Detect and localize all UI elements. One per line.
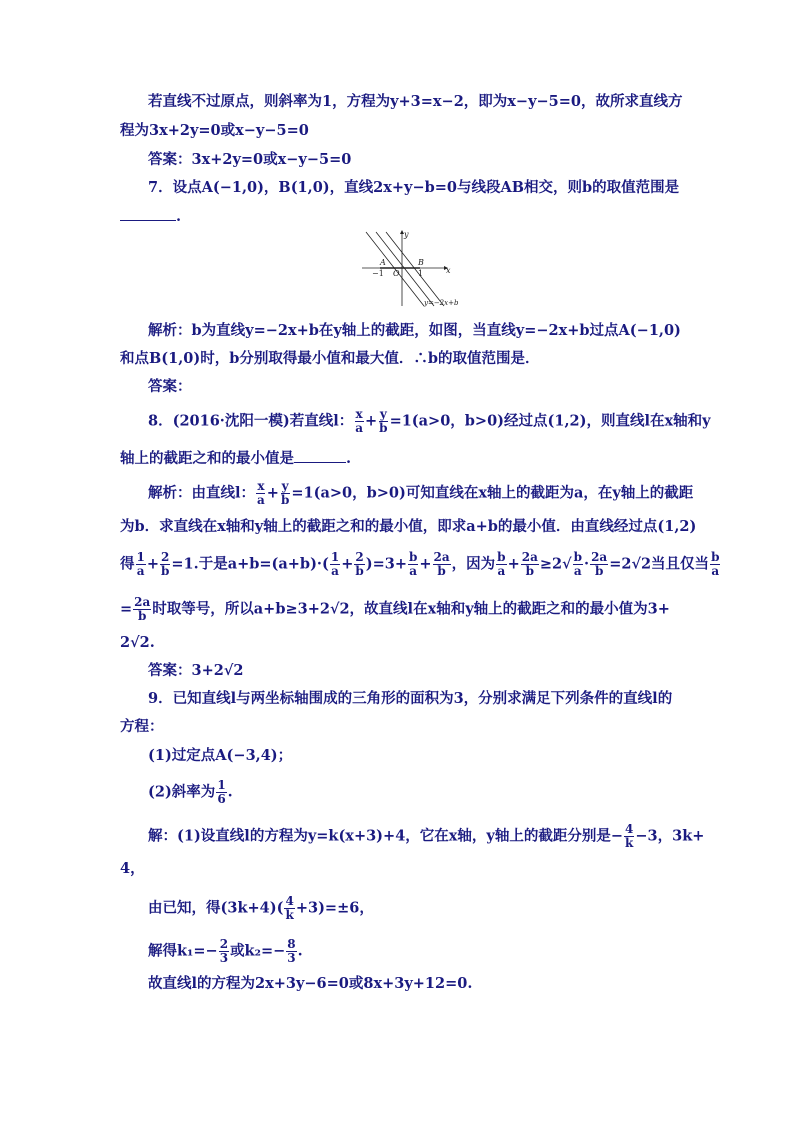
answer-line: 答案：3x+2y=0或x−y−5=0 [148, 151, 352, 168]
fraction: $\frac{2a}{b}$ [521, 550, 538, 578]
fraction: $\frac{b}{a}$ [711, 550, 720, 578]
analysis-line: 解析：b为直线y=−2x+b在y轴上的截距，如图，当直线y=−2x+b过点A(−1,0) [148, 322, 681, 339]
question-8: 8．(2016·沈阳一模)若直线l： $\frac{x}{a}$ + $\frac{y}{b}$ =1(a>0，b>0)经过点(1,2)，则直线l在x轴和y [148, 407, 711, 435]
text-line: 程为3x+2y=0或x−y−5=0 [120, 122, 309, 139]
line-intersection-figure [358, 228, 468, 310]
analysis-line: 为b．求直线在x轴和y轴上的截距之和的最小值，即求a+b的最小值．由直线经过点(1,2) [120, 518, 697, 535]
solution-line: 故直线l的方程为2x+3y−6=0或8x+3y+12=0. [148, 975, 473, 992]
question-8-cont: 轴上的截距之和的最小值是 . [120, 450, 352, 467]
question-7: 7．设点A(−1,0)，B(1,0)，直线2x+y−b=0与线段AB相交，则b的取值范围是 [148, 179, 680, 196]
text-line: 若直线不过原点，则斜率为1，方程为y+3=x−2，即为x−y−5=0，故所求直线方 [148, 93, 683, 110]
fraction: $\frac{1}{a}$ [330, 550, 340, 578]
solution-line: 解：(1)设直线l的方程为y=k(x+3)+4，它在x轴，y轴上的截距分别是− $\frac{4}{k}$ −3，3k+ [148, 822, 705, 850]
answer-blank[interactable] [120, 206, 176, 221]
solution-line: 由已知，得(3k+4)( $\frac{4}{k}$ +3)=±6， [148, 894, 374, 922]
fraction: $\frac{2}{b}$ [355, 550, 364, 578]
answer-blank[interactable] [294, 448, 346, 463]
fraction: $\frac{1}{a}$ [136, 550, 145, 578]
fraction: $\frac{y}{b}$ [280, 479, 290, 507]
label-x: x [446, 266, 451, 275]
fraction: $\frac{2a}{b}$ [591, 550, 608, 578]
fraction: $\frac{2a}{b}$ [433, 550, 450, 578]
answer-line: 答案：3+2√2 [148, 662, 244, 679]
fraction: $\frac{x}{a}$ [257, 479, 265, 507]
answer-line: 答案： [148, 378, 192, 395]
question-9-cont: 方程： [120, 718, 164, 735]
line-middle [376, 232, 434, 306]
solution-line: 4， [120, 860, 145, 877]
condition-2: (2)斜率为 $\frac{1}{6}$ . [148, 778, 233, 806]
solution-line: 解得k₁=− $\frac{2}{3}$ 或k₂=− $\frac{8}{3}$ . [148, 937, 303, 965]
analysis-line: 2√2. [120, 634, 155, 651]
condition-1: (1)过定点A(−3,4)； [148, 747, 293, 764]
label-O: O [393, 269, 400, 278]
analysis-line: 和点B(1,0)时，b分别取得最小值和最大值．∴b的取值范围是． [120, 350, 540, 367]
fraction: $\frac{b}{a}$ [409, 550, 418, 578]
fraction: $\frac{b}{a}$ [573, 550, 583, 578]
label-y: y [404, 230, 409, 239]
analysis-line: 解析：由直线l： $\frac{x}{a}$ + $\frac{y}{b}$ =1(a>0，b>0)可知直线在x轴上的截距为a，在y轴上的截距 [148, 479, 694, 507]
fraction: $\frac{2}{3}$ [219, 937, 229, 965]
label-line: y=−2x+b [424, 299, 459, 307]
question-9: 9．已知直线l与两坐标轴围成的三角形的面积为3，分别求满足下列条件的直线l的 [148, 690, 673, 707]
fraction: $\frac{8}{3}$ [287, 937, 296, 965]
fraction: $\frac{b}{a}$ [497, 550, 506, 578]
label-B: B [418, 258, 424, 267]
label-A: A [380, 258, 386, 267]
fraction: $\frac{2}{b}$ [161, 550, 170, 578]
fraction: $\frac{x}{a}$ [355, 407, 364, 435]
fraction: $\frac{4}{k}$ [285, 894, 294, 922]
label-1: 1 [418, 269, 424, 278]
analysis-line: 得 $\frac{1}{a}$ + $\frac{2}{b}$ =1.于是a+b=(a+b)·( $\frac{1}{a}$ + $\frac{2}{b}$ )=3+ $\frac{b}{a}$ + $\frac{2a}{b}$ ，因为 $\frac{b}{a}$ + $\frac{2a}{b}$ ≥2√ $\frac{b}{a}$ · $\frac{2a}{b}$ =2√2当且仅当 $\frac{b}{a}$ [120, 550, 720, 578]
fraction: $\frac{1}{6}$ [217, 778, 226, 806]
analysis-line: = $\frac{2a}{b}$ 时取等号，所以a+b≥3+2√2，故直线l在x轴和y轴上的截距之和的最小值为3+ [120, 595, 670, 623]
label-neg1: −1 [372, 269, 384, 278]
fraction: $\frac{2a}{b}$ [134, 595, 151, 623]
fraction: $\frac{y}{b}$ [379, 407, 388, 435]
fraction: $\frac{4}{k}$ [625, 822, 634, 850]
answer-blank-line: . [120, 206, 181, 227]
